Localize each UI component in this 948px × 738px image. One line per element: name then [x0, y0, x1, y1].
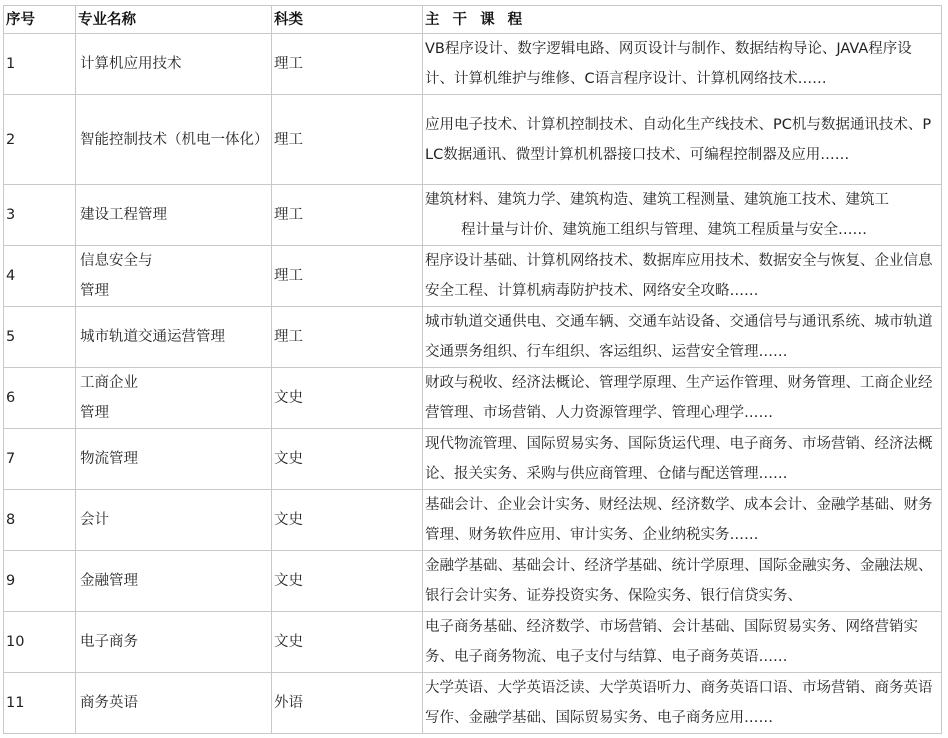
row-index: 2: [4, 95, 76, 185]
header-courses: 主 干 课 程: [423, 6, 942, 34]
row-major: 计算机应用技术: [76, 34, 272, 95]
row-index: 10: [4, 612, 76, 673]
row-courses: 程序设计基础、计算机网络技术、数据库应用技术、数据安全与恢复、企业信息安全工程、计算机病毒防护技术、网络安全攻略……: [423, 246, 942, 307]
row-category: 理工: [272, 34, 423, 95]
table-row: [4, 612, 942, 673]
row-category: 文史: [272, 429, 423, 490]
row-courses: VB程序设计、数字逻辑电路、网页设计与制作、数据结构导论、JAVA程序设计、计算机维护与维修、C语言程序设计、计算机网络技术……: [423, 34, 942, 95]
row-index: 6: [4, 368, 76, 429]
table-row: [4, 34, 942, 95]
row-major: [76, 246, 272, 307]
row-category: 外语: [272, 673, 423, 734]
row-major: 会计: [76, 490, 272, 551]
table-container: [3, 5, 942, 734]
row-major: [76, 368, 272, 429]
row-courses: 财政与税收、经济法概论、管理学原理、生产运作管理、财务管理、工商企业经营管理、市场营销、人力资源管理学、管理心理学……: [423, 368, 942, 429]
header-index: 序号: [4, 6, 76, 34]
row-major-line1: 工商企业: [80, 375, 138, 391]
majors-table: [3, 5, 942, 734]
row-courses: 大学英语、大学英语泛读、大学英语听力、商务英语口语、市场营销、商务英语写作、金融学基础、国际贸易实务、电子商务应用……: [423, 673, 942, 734]
row-courses: [423, 185, 942, 246]
row-category: 文史: [272, 612, 423, 673]
row-index: 3: [4, 185, 76, 246]
table-row: [4, 95, 942, 185]
row-courses: 应用电子技术、计算机控制技术、自动化生产线技术、PC机与数据通讯技术、PLC数据通讯、微型计算机机器接口技术、可编程控制器及应用……: [423, 95, 942, 185]
row-index: 5: [4, 307, 76, 368]
row-index: 1: [4, 34, 76, 95]
row-courses: 金融学基础、基础会计、经济学基础、统计学原理、国际金融实务、金融法规、银行会计实务、证券投资实务、保险实务、银行信贷实务、: [423, 551, 942, 612]
table-row: [4, 551, 942, 612]
row-category: 理工: [272, 95, 423, 185]
row-courses: 城市轨道交通供电、交通车辆、交通车站设备、交通信号与通讯系统、城市轨道交通票务组织、行车组织、客运组织、运营安全管理……: [423, 307, 942, 368]
row-major: 金融管理: [76, 551, 272, 612]
row-courses-line1: 建筑材料、建筑力学、建筑构造、建筑工程测量、建筑施工技术、建筑工: [425, 192, 889, 208]
row-major: 智能控制技术（机电一体化）: [76, 95, 272, 185]
row-major-line1: 信息安全与: [80, 253, 153, 269]
row-index: 11: [4, 673, 76, 734]
row-courses: 电子商务基础、经济数学、市场营销、会计基础、国际贸易实务、网络营销实务、电子商务物流、电子支付与结算、电子商务英语……: [423, 612, 942, 673]
row-major: 电子商务: [76, 612, 272, 673]
header-major: 专业名称: [76, 6, 272, 34]
table-header-row: [4, 6, 942, 34]
table-row: [4, 185, 942, 246]
row-category: 理工: [272, 246, 423, 307]
row-category: 文史: [272, 368, 423, 429]
row-category: 理工: [272, 307, 423, 368]
table-row: [4, 429, 942, 490]
row-index: 8: [4, 490, 76, 551]
row-major: 城市轨道交通运营管理: [76, 307, 272, 368]
row-index: 4: [4, 246, 76, 307]
table-row: [4, 673, 942, 734]
row-index: 7: [4, 429, 76, 490]
row-category: 理工: [272, 185, 423, 246]
table-row: [4, 246, 942, 307]
row-major-line2: 管理: [80, 405, 109, 421]
row-major: 商务英语: [76, 673, 272, 734]
row-major-line2: 管理: [80, 283, 109, 299]
row-major: 物流管理: [76, 429, 272, 490]
table-row: [4, 368, 942, 429]
header-category: 科类: [272, 6, 423, 34]
row-category: 文史: [272, 551, 423, 612]
row-index: 9: [4, 551, 76, 612]
table-row: [4, 490, 942, 551]
row-major: 建设工程管理: [76, 185, 272, 246]
row-courses-line2: 程计量与计价、建筑施工组织与管理、建筑工程质量与安全……: [461, 222, 867, 238]
table-row: [4, 307, 942, 368]
row-courses: 现代物流管理、国际贸易实务、国际货运代理、电子商务、市场营销、经济法概论、报关实务、采购与供应商管理、仓储与配送管理……: [423, 429, 942, 490]
row-courses: 基础会计、企业会计实务、财经法规、经济数学、成本会计、金融学基础、财务管理、财务软件应用、审计实务、企业纳税实务……: [423, 490, 942, 551]
row-category: 文史: [272, 490, 423, 551]
